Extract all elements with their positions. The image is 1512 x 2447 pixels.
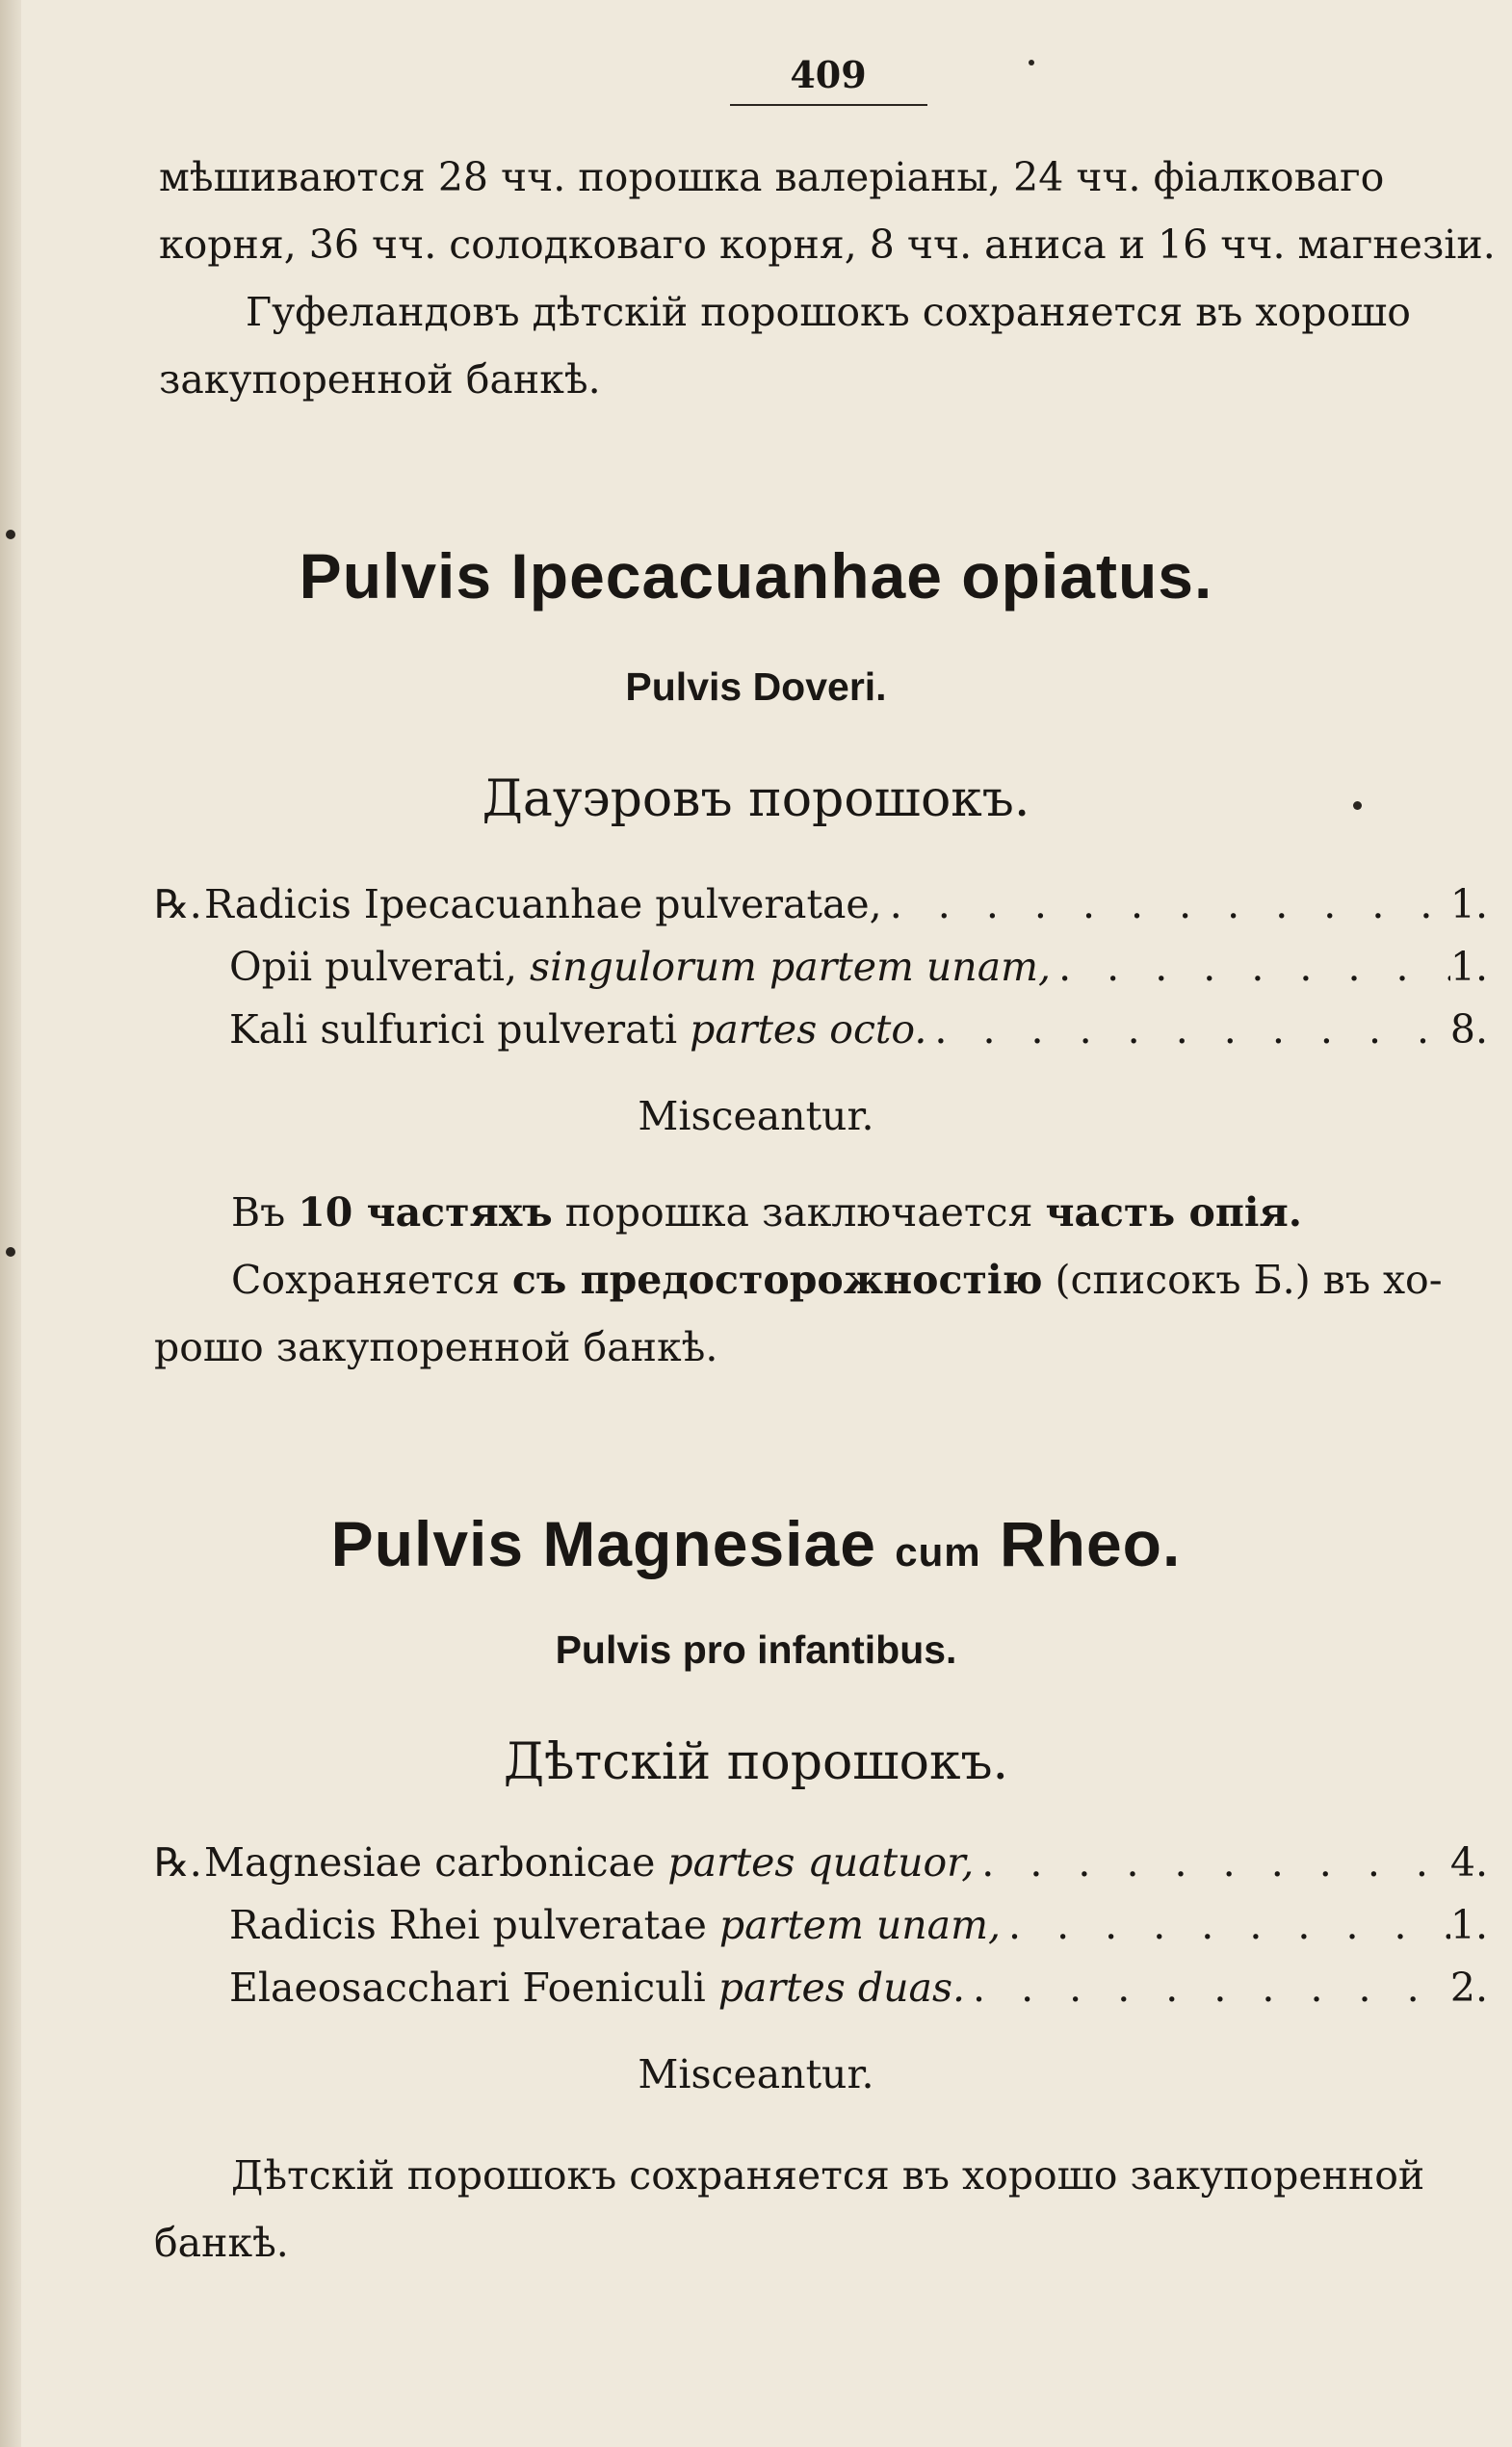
item-quantity: 2. bbox=[1449, 1965, 1488, 2011]
section1-title: Pulvis Ipecacuanhae opiatus. bbox=[299, 540, 1213, 612]
section2-item-3: Elaeosacchari Foeniculi partes duas. . . . 2. bbox=[154, 1965, 1488, 2011]
section2-title: Pulvis Magnesiae cum Rheo. bbox=[330, 1508, 1182, 1579]
intro-line-3: Гуфеландовъ дѣтскій порошокъ сохраняется въ хорошо bbox=[246, 289, 1411, 335]
section2-note-line-2: банкѣ. bbox=[154, 2220, 289, 2266]
section1-russian-title: Дауэровъ порошокъ. bbox=[482, 770, 1030, 828]
section2-subtitle: Pulvis pro infantibus. bbox=[555, 1627, 957, 1672]
page-number: 409 bbox=[790, 53, 867, 96]
binding-mark bbox=[6, 530, 15, 539]
leader-dots bbox=[1051, 944, 1450, 990]
item-quantity: 8. bbox=[1449, 1006, 1488, 1053]
item-quantity: 1. bbox=[1449, 1902, 1488, 1948]
section1-note-line-2: Сохраняется съ предосторожностію (списокъ Б.) въ хо- bbox=[231, 1257, 1443, 1303]
leader-dots bbox=[974, 1839, 1450, 1886]
intro-line-1: мѣшиваются 28 чч. порошка валеріаны, 24 чч. фіалковаго bbox=[159, 154, 1385, 200]
section1-item-2: Opii pulverati, singulorum partem unam, . . . 1. bbox=[154, 944, 1488, 990]
section2-misceantur: Misceantur. bbox=[638, 2051, 874, 2097]
rx-symbol: ℞. bbox=[154, 881, 202, 927]
print-speck bbox=[1353, 801, 1362, 810]
section1-item-1: ℞.Radicis Ipecacuanhae pulveratae, . . . 1. bbox=[154, 881, 1488, 927]
item-quantity: 1. bbox=[1449, 944, 1488, 990]
item-quantity: 4. bbox=[1449, 1839, 1488, 1886]
section1-misceantur: Misceantur. bbox=[638, 1093, 874, 1139]
section2-item-1: ℞.Magnesiae carbonicae partes quatuor, . . . 4. bbox=[154, 1839, 1488, 1886]
page-number-rule bbox=[730, 104, 927, 106]
leader-dots bbox=[926, 1006, 1449, 1053]
rx-symbol: ℞. bbox=[154, 1839, 202, 1886]
item-quantity: 1. bbox=[1449, 881, 1488, 927]
leader-dots bbox=[1001, 1902, 1450, 1948]
section2-note-line-1: Дѣтскій порошокъ сохраняется въ хорошо закупоренной bbox=[231, 2152, 1425, 2199]
intro-line-4: закупоренной банкѣ. bbox=[159, 356, 601, 403]
leader-dots bbox=[965, 1965, 1450, 2011]
intro-line-2: корня, 36 чч. солодковаго корня, 8 чч. аниса и 16 чч. магнезіи. bbox=[159, 221, 1496, 268]
leader-dots bbox=[882, 881, 1450, 927]
section1-item-3: Kali sulfurici pulverati partes octo. . . . 8. bbox=[154, 1006, 1488, 1053]
section1-note-line-3: рошо закупоренной банкѣ. bbox=[154, 1324, 718, 1370]
section1-note-line-1: Въ 10 частяхъ порошка заключается часть опія. bbox=[231, 1189, 1303, 1236]
binding-mark bbox=[6, 1247, 15, 1257]
section2-russian-title: Дѣтскій порошокъ. bbox=[503, 1733, 1009, 1791]
print-speck bbox=[1029, 60, 1034, 65]
section2-item-2: Radicis Rhei pulveratae partem unam, . . . 1. bbox=[154, 1902, 1488, 1948]
section1-subtitle: Pulvis Doveri. bbox=[625, 664, 887, 709]
